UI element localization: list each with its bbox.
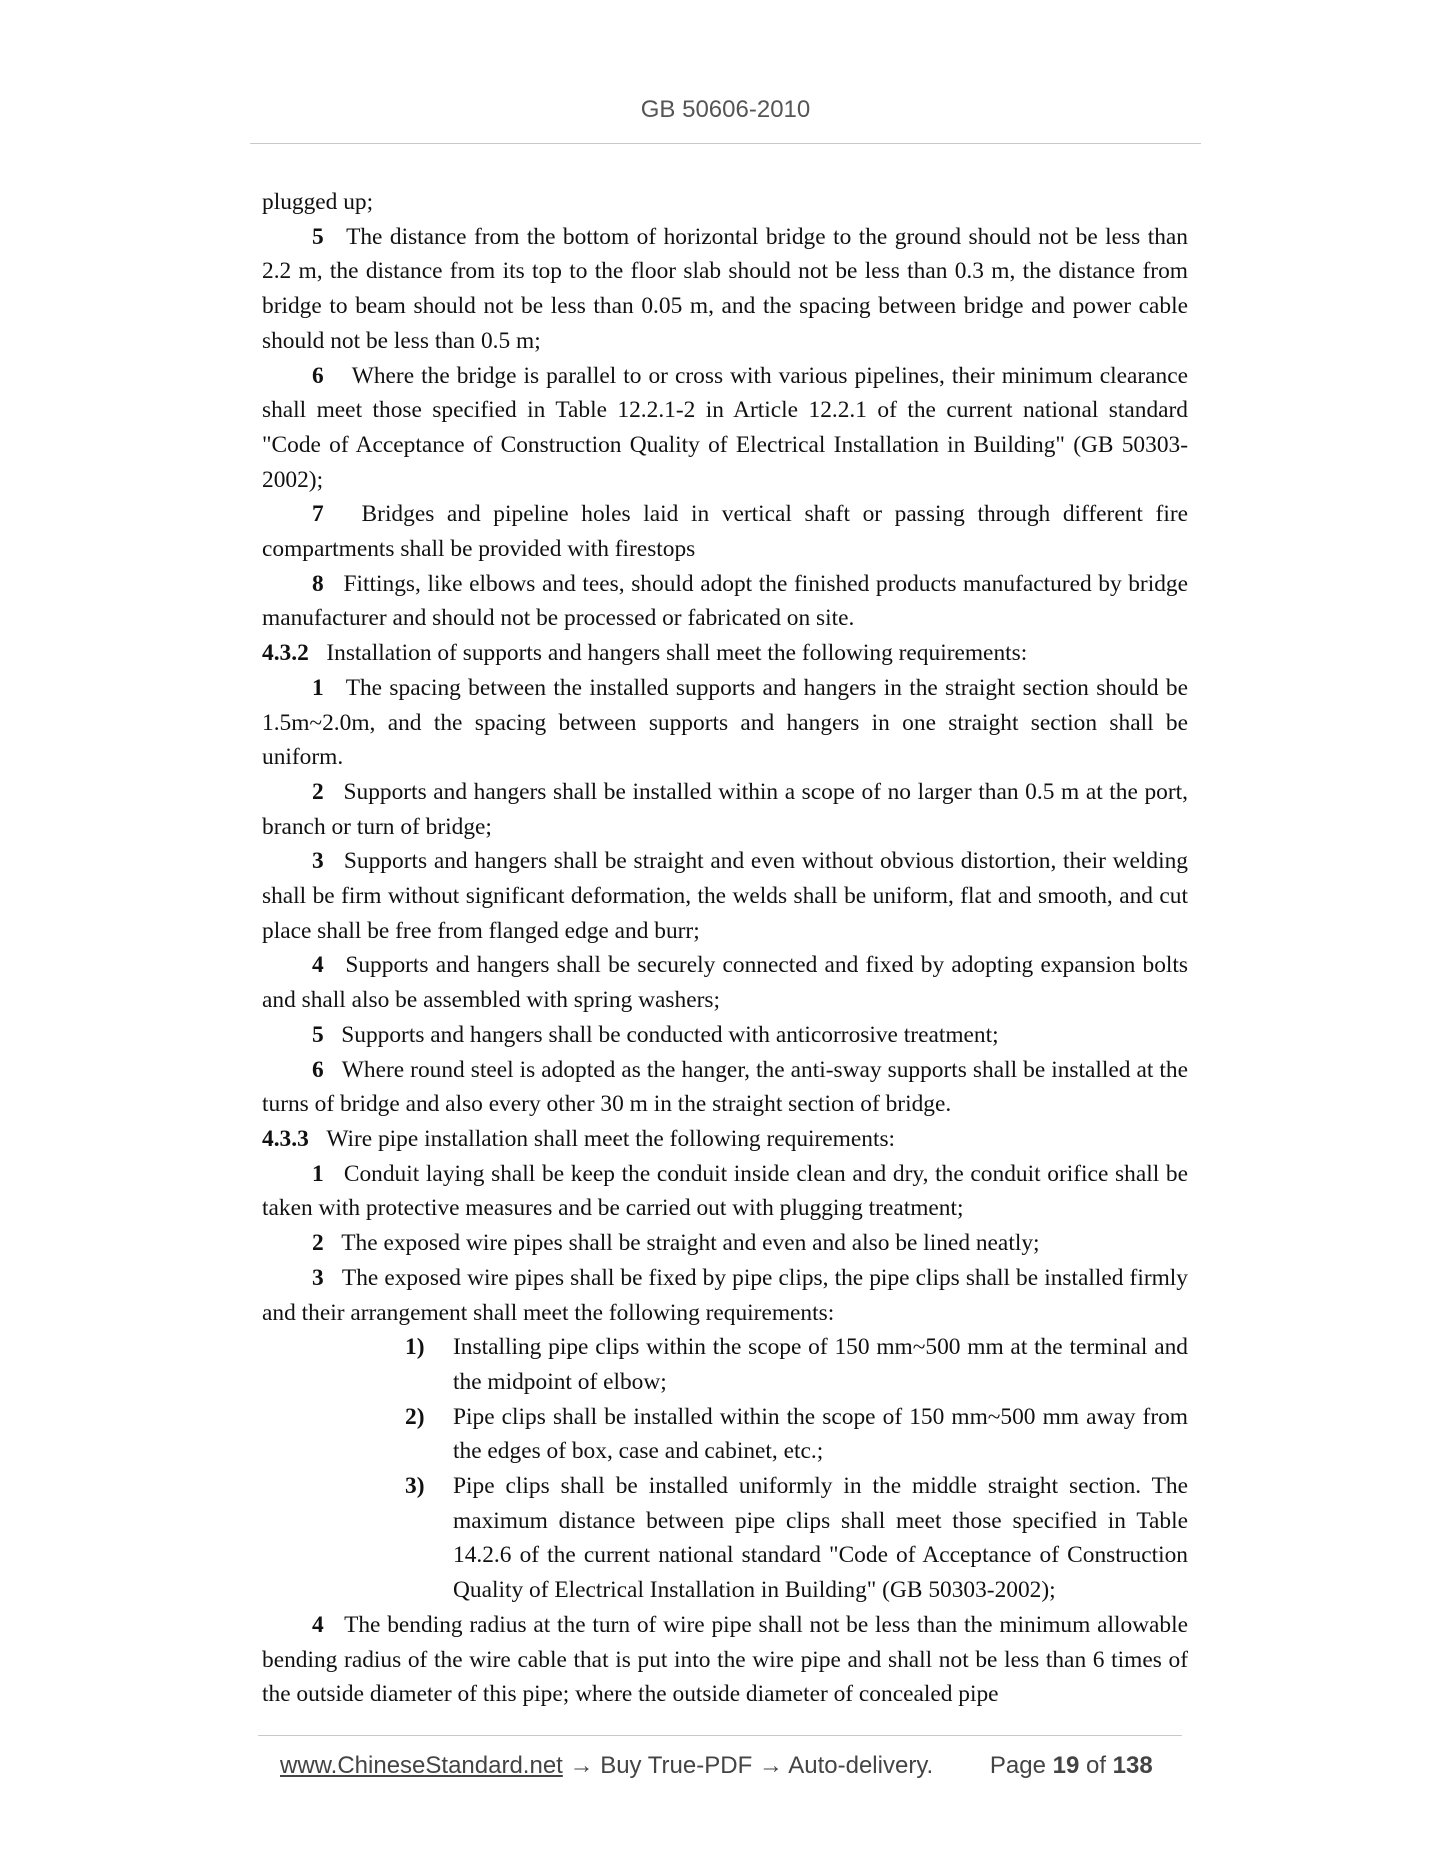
pipe-item-1 (262, 1157, 1188, 1226)
pipe-subitem-3 (405, 1469, 1188, 1608)
pipe-item-4 (262, 1608, 1188, 1712)
item-text: The bending radius at the turn of wire pipe shall not be less than the minimum allowable bending radius of the wire cable that is put into the wire pipe and shall not be less than 6 times of the outside diameter of this pipe; where the outside diameter of concealed pipe (262, 1611, 1189, 1708)
clause-number: 4.3.2 (262, 640, 309, 667)
pipe-subitem-1 (405, 1330, 1188, 1399)
clause-4-3-2 (262, 636, 1188, 671)
paragraph-continuation: plugged up; (262, 189, 374, 215)
item-7 (262, 497, 1188, 566)
item-number: 3 (312, 1264, 324, 1291)
item-number: 4 (312, 952, 324, 979)
pipe-subitem-2 (405, 1400, 1188, 1469)
clause-text: Wire pipe installation shall meet the following requirements: (326, 1125, 896, 1152)
item-text: Supports and hangers shall be securely connected and fixed by adopting expansion bolts and shall also be assembled with spring washers; (262, 952, 1188, 1014)
item-text: The exposed wire pipes shall be fixed by pipe clips, the pipe clips shall be installed firmly and their arrangement shall meet the following requirements: (262, 1264, 1188, 1326)
item-text: Where the bridge is parallel to or cross with various pipelines, their minimum clearance shall meet those specified in Table 12.2.1-2 in Article 12.2.1 of the current national standard "Code of Acceptance of Construction Quality of Electrical Installation in Building" (GB 50303-2002); (262, 362, 1188, 493)
item-text: The distance from the bottom of horizontal bridge to the ground should not be less than 2.2 m, the distance from its top to the floor slab should not be less than 0.3 m, the distance from bridge to beam should not be less than 0.05 m, and the spacing between bridge and power cable should not be less than 0.5 m; (262, 223, 1188, 354)
support-item-3 (262, 844, 1188, 948)
item-number: 3 (312, 848, 324, 875)
item-text: Supports and hangers shall be conducted with anticorrosive treatment; (341, 1021, 999, 1048)
item-text: Fittings, like elbows and tees, should adopt the finished products manufactured by bridge manufacturer and should not be processed or fabricated on site. (262, 570, 1188, 632)
item-number: 1 (312, 674, 324, 701)
item-number: 6 (312, 1056, 324, 1083)
page-footer (280, 1752, 1180, 1780)
item-number: 6 (312, 362, 324, 389)
item-number: 8 (312, 570, 324, 597)
clause-number: 4.3.3 (262, 1125, 309, 1152)
item-number: 2 (312, 778, 324, 805)
arrow-icon: → (758, 1752, 783, 1779)
item-8 (262, 567, 1188, 636)
item-number: 5 (312, 1021, 324, 1048)
item-number: 2 (312, 1230, 324, 1257)
support-item-4 (262, 948, 1188, 1017)
page-label: Page (989, 1752, 1046, 1779)
footer-divider (258, 1735, 1182, 1736)
support-item-2 (262, 775, 1188, 844)
item-text: Where round steel is adopted as the hanger, the anti-sway supports shall be installed at the turns of bridge and also every other 30 m in the straight section of bridge. (262, 1056, 1188, 1118)
item-text: Supports and hangers shall be installed within a scope of no larger than 0.5 m at the port, branch or turn of bridge; (262, 778, 1188, 840)
subitem-text: Pipe clips shall be installed within the scope of 150 mm~500 mm away from the edges of box, case and cabinet, etc.; (453, 1403, 1188, 1465)
page-number: 19 (1052, 1752, 1080, 1779)
subitem-number: 2) (405, 1403, 425, 1430)
arrow-icon: → (569, 1752, 594, 1779)
item-6 (262, 359, 1188, 498)
of-label: of (1085, 1752, 1106, 1779)
page-body (262, 185, 1188, 1712)
delivery-text: Auto-delivery. (788, 1752, 934, 1779)
item-number: 4 (312, 1611, 324, 1638)
page-indicator (990, 1752, 1153, 1779)
subitem-text: Pipe clips shall be installed uniformly in the middle straight section. The maximum distance between pipe clips shall meet those specified in Table 14.2.6 of the current national standard "Code of Acceptance of Construction Quality of Electrical Installation in Building" (GB 50303-2002); (453, 1473, 1188, 1604)
subitem-text: Installing pipe clips within the scope of 150 mm~500 mm at the terminal and the midpoint of elbow; (453, 1334, 1188, 1395)
subitem-number: 1) (405, 1334, 425, 1361)
pipe-item-2 (262, 1226, 1188, 1261)
item-5 (262, 220, 1188, 359)
support-item-1 (262, 671, 1188, 775)
item-text: Bridges and pipeline holes laid in vertical shaft or passing through different fire compartments shall be provided with firestops (262, 501, 1188, 563)
item-number: 1 (312, 1160, 324, 1187)
subitem-number: 3) (405, 1473, 425, 1500)
item-number: 5 (312, 223, 324, 250)
pipe-item-3 (262, 1261, 1188, 1330)
support-item-5 (262, 1018, 1188, 1053)
clause-4-3-3 (262, 1122, 1188, 1157)
item-text: The exposed wire pipes shall be straight and even and also be lined neatly; (341, 1230, 1040, 1257)
page-header: GB 50606-2010 (640, 96, 811, 123)
page-total: 138 (1112, 1752, 1153, 1779)
site-link[interactable]: www.ChineseStandard.net (280, 1752, 563, 1779)
item-text: The spacing between the installed supports and hangers in the straight section should be 1.5m~2.0m, and the spacing between supports and hangers in one straight section shall be uniform. (262, 674, 1188, 771)
item-text: Conduit laying shall be keep the conduit inside clean and dry, the conduit orifice shall be taken with protective measures and be carried out with plugging treatment; (262, 1160, 1188, 1222)
item-text: Supports and hangers shall be straight and even without obvious distortion, their welding shall be firm without significant deformation, the welds shall be uniform, flat and smooth, and cut place shall be free from flanged edge and burr; (262, 848, 1189, 944)
support-item-6 (262, 1053, 1188, 1122)
item-number: 7 (312, 501, 324, 528)
clause-text: Installation of supports and hangers shall meet the following requirements: (326, 640, 1028, 667)
buy-link[interactable]: Buy True-PDF (600, 1752, 753, 1779)
header-divider (250, 143, 1201, 144)
